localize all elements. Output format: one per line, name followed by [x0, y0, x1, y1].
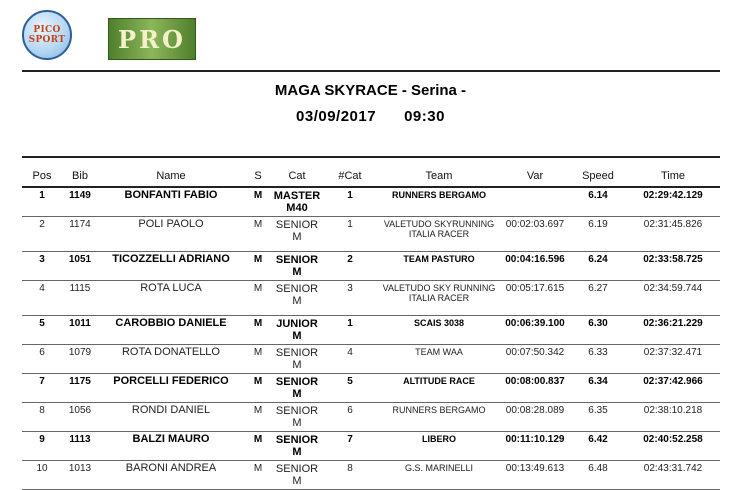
cell-team: TEAM WAA: [378, 345, 500, 374]
cell-pos: 2: [22, 217, 62, 252]
cell-ncat: 1: [322, 187, 378, 217]
race-time: 09:30: [404, 108, 445, 125]
cat-line-1: MASTER: [273, 190, 321, 202]
table-row: [22, 432, 720, 461]
cell-name: RONDI DANIEL: [98, 403, 244, 432]
cat-line-1: SENIOR: [275, 219, 319, 231]
cat-line-2: M: [292, 475, 302, 487]
cat-line-1: SENIOR: [275, 405, 319, 417]
cat-line-2: M: [292, 231, 302, 243]
cell-name: TICOZZELLI ADRIANO: [98, 252, 244, 281]
cell-name: POLI PAOLO: [98, 217, 244, 252]
cat-line-1: SENIOR: [275, 347, 319, 359]
cell-var: 00:05:17.615: [500, 281, 570, 316]
col-header-sex: S: [244, 166, 272, 187]
cell-cat: [272, 432, 322, 461]
cell-time: 02:33:58.725: [626, 252, 720, 281]
cell-name: ROTA DONATELLO: [98, 345, 244, 374]
cell-team: RUNNERS BERGAMO: [378, 187, 500, 217]
cell-var: 00:08:28.089: [500, 403, 570, 432]
cell-ncat: 6: [322, 403, 378, 432]
table-row: [22, 187, 720, 217]
cell-bib: 1175: [62, 374, 98, 403]
cell-speed: 6.30: [570, 316, 626, 345]
cell-cat: [272, 461, 322, 490]
cat-line-2: M: [292, 359, 302, 371]
cat-line-1: SENIOR: [275, 254, 319, 266]
cell-pos: 10: [22, 461, 62, 490]
cell-ncat: 3: [322, 281, 378, 316]
cell-s: M: [244, 432, 272, 461]
cell-name: CAROBBIO DANIELE: [98, 316, 244, 345]
cell-bib: 1051: [62, 252, 98, 281]
cell-ncat: 8: [322, 461, 378, 490]
cell-team: VALETUDO SKY RUNNING ITALIA RACER: [378, 281, 500, 316]
cell-s: M: [244, 187, 272, 217]
logo-line-1: PICO: [33, 25, 61, 35]
cell-team: SCAIS 3038: [378, 316, 500, 345]
cell-pos: 3: [22, 252, 62, 281]
cat-line-2: M40: [286, 202, 308, 214]
pro-logo-text: PRO: [118, 24, 186, 54]
cell-s: M: [244, 345, 272, 374]
cell-bib: 1079: [62, 345, 98, 374]
cell-time: 02:31:45.826: [626, 217, 720, 252]
cell-s: M: [244, 461, 272, 490]
cat-line-2: M: [292, 417, 302, 429]
cell-speed: 6.24: [570, 252, 626, 281]
cell-speed: 6.33: [570, 345, 626, 374]
cell-s: M: [244, 316, 272, 345]
cell-speed: 6.19: [570, 217, 626, 252]
cell-s: M: [244, 281, 272, 316]
table-row: [22, 461, 720, 490]
cell-team: RUNNERS BERGAMO: [378, 403, 500, 432]
cell-cat: [272, 345, 322, 374]
cell-time: 02:36:21.229: [626, 316, 720, 345]
pico-sport-logo: [22, 10, 72, 60]
cell-var: 00:02:03.697: [500, 217, 570, 252]
cell-cat: [272, 252, 322, 281]
cell-bib: 1011: [62, 316, 98, 345]
col-header-time: Time: [626, 166, 720, 187]
cell-s: M: [244, 252, 272, 281]
cell-time: 02:43:31.742: [626, 461, 720, 490]
cat-line-2: M: [292, 266, 302, 278]
cell-s: M: [244, 403, 272, 432]
cell-var: 00:06:39.100: [500, 316, 570, 345]
cat-line-2: M: [292, 446, 302, 458]
cell-name: BONFANTI FABIO: [98, 187, 244, 217]
cell-ncat: 2: [322, 252, 378, 281]
col-header-bib: Bib: [62, 166, 98, 187]
cat-line-2: M: [292, 330, 302, 342]
cell-var: 00:07:50.342: [500, 345, 570, 374]
cell-cat: [272, 187, 322, 217]
cell-bib: 1149: [62, 187, 98, 217]
cell-var: 00:04:16.596: [500, 252, 570, 281]
cell-pos: 1: [22, 187, 62, 217]
cat-line-1: SENIOR: [275, 463, 319, 475]
cell-pos: 5: [22, 316, 62, 345]
cell-pos: 8: [22, 403, 62, 432]
table-header-row: [22, 166, 720, 187]
cell-time: 02:29:42.129: [626, 187, 720, 217]
cell-var: 00:08:00.837: [500, 374, 570, 403]
cell-time: 02:37:42.966: [626, 374, 720, 403]
cat-line-1: SENIOR: [275, 434, 319, 446]
cat-line-2: M: [292, 388, 302, 400]
cat-line-1: SENIOR: [275, 283, 319, 295]
cell-bib: 1174: [62, 217, 98, 252]
cell-s: M: [244, 217, 272, 252]
cell-time: 02:40:52.258: [626, 432, 720, 461]
cell-speed: 6.48: [570, 461, 626, 490]
cell-speed: 6.42: [570, 432, 626, 461]
cell-cat: [272, 316, 322, 345]
table-row: [22, 345, 720, 374]
cell-speed: 6.14: [570, 187, 626, 217]
cat-line-1: SENIOR: [275, 376, 319, 388]
cell-ncat: 4: [322, 345, 378, 374]
cat-line-1: JUNIOR: [276, 318, 318, 330]
col-header-team: Team: [378, 166, 500, 187]
table-row: [22, 281, 720, 316]
cell-pos: 9: [22, 432, 62, 461]
cell-s: M: [244, 374, 272, 403]
cell-ncat: 5: [322, 374, 378, 403]
col-header-cat: Cat: [272, 166, 322, 187]
race-date: 03/09/2017: [296, 108, 377, 125]
col-header-cat-rank: #Cat: [322, 166, 378, 187]
cell-team: ALTITUDE RACE: [378, 374, 500, 403]
cell-var: 00:11:10.129: [500, 432, 570, 461]
col-header-var: Var: [500, 166, 570, 187]
cell-team: VALETUDO SKYRUNNING ITALIA RACER: [378, 217, 500, 252]
cell-pos: 6: [22, 345, 62, 374]
cell-bib: 1113: [62, 432, 98, 461]
top-divider: [22, 70, 720, 72]
cell-bib: 1056: [62, 403, 98, 432]
results-table: [22, 166, 720, 490]
col-header-name: Name: [98, 166, 244, 187]
cell-cat: [272, 217, 322, 252]
table-row: [22, 316, 720, 345]
cat-line-2: M: [292, 295, 302, 307]
col-header-speed: Speed: [570, 166, 626, 187]
logo-line-2: SPORT: [28, 35, 66, 45]
race-datetime: [0, 108, 741, 125]
table-top-divider: [22, 156, 720, 158]
cell-ncat: 7: [322, 432, 378, 461]
table-row: [22, 374, 720, 403]
cell-pos: 4: [22, 281, 62, 316]
cell-speed: 6.35: [570, 403, 626, 432]
cell-var: [500, 187, 570, 217]
cell-name: PORCELLI FEDERICO: [98, 374, 244, 403]
cell-team: TEAM PASTURO: [378, 252, 500, 281]
cell-ncat: 1: [322, 316, 378, 345]
cell-time: 02:38:10.218: [626, 403, 720, 432]
cell-name: BALZI MAURO: [98, 432, 244, 461]
cell-speed: 6.27: [570, 281, 626, 316]
pro-logo: [108, 18, 196, 60]
table-row: [22, 217, 720, 252]
cell-cat: [272, 374, 322, 403]
cell-team: LIBERO: [378, 432, 500, 461]
col-header-pos: Pos: [22, 166, 62, 187]
cell-ncat: 1: [322, 217, 378, 252]
cell-team: G.S. MARINELLI: [378, 461, 500, 490]
cell-cat: [272, 403, 322, 432]
cell-name: ROTA LUCA: [98, 281, 244, 316]
cell-var: 00:13:49.613: [500, 461, 570, 490]
cell-speed: 6.34: [570, 374, 626, 403]
table-row: [22, 252, 720, 281]
cell-time: 02:34:59.744: [626, 281, 720, 316]
cell-bib: 1115: [62, 281, 98, 316]
cell-bib: 1013: [62, 461, 98, 490]
cell-name: BARONI ANDREA: [98, 461, 244, 490]
cell-cat: [272, 281, 322, 316]
race-title: MAGA SKYRACE - Serina -: [274, 82, 467, 99]
cell-time: 02:37:32.471: [626, 345, 720, 374]
table-row: [22, 403, 720, 432]
cell-pos: 7: [22, 374, 62, 403]
